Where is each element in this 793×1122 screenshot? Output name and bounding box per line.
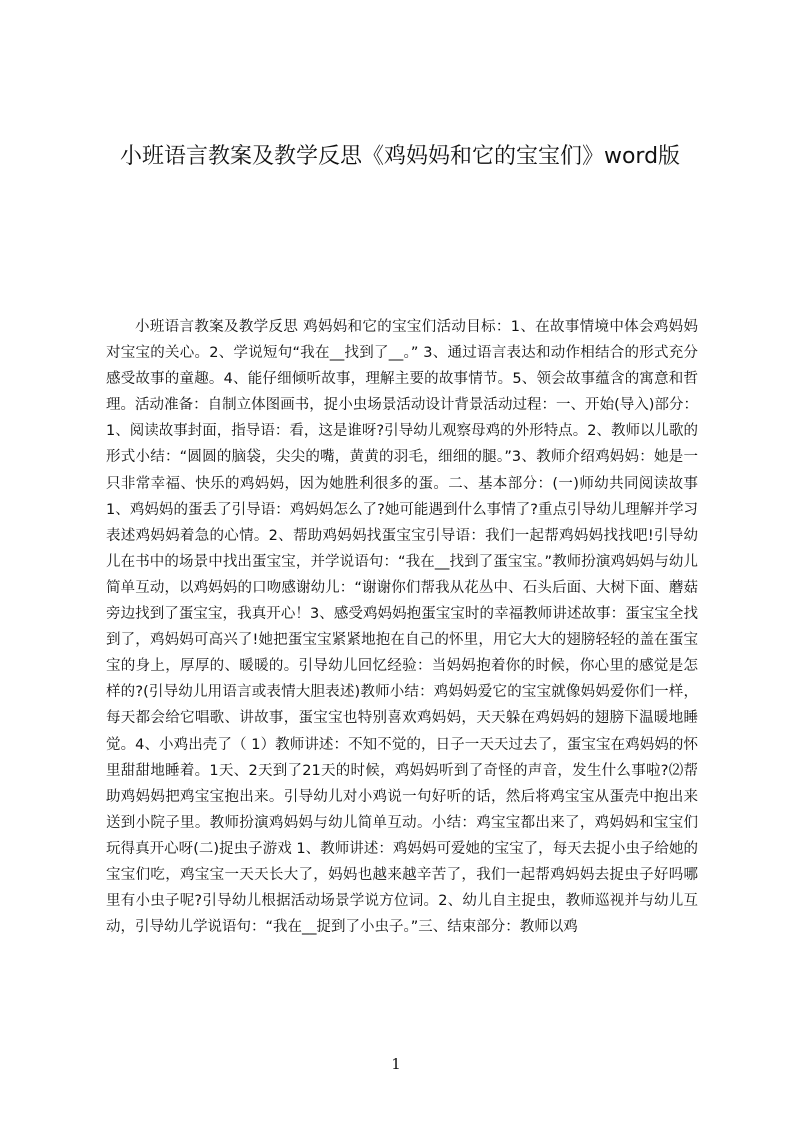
document-title: 小班语言教案及教学反思《鸡妈妈和它的宝宝们》word版 [119, 144, 681, 169]
page-number: 1 [391, 1055, 401, 1073]
document-body-paragraph: 小班语言教案及教学反思 鸡妈妈和它的宝宝们活动目标：1、在故事情境中体会鸡妈妈对宝宝的关心。2、学说短句“我在__找到了__。” 3、通过语言表达和动作相结合的形式充分感受故事的童趣。4、能仔细倾听故事，理解主要的故事情节。5、领会故事蕴含的寓意和哲理。活动准备：自制立体图画书，捉小虫场景活动设计背景活动过程：一、开始(导入)部分：1、阅读故事封面，指导语：看，这是谁呀?引导幼儿观察母鸡的外形特点。2、教师以儿歌的形式小结：“圆圆的脑袋，尖尖的嘴，黄黄的羽毛，细细的腿。”3、教师介绍鸡妈妈：她是一只非常幸福、快乐的鸡妈妈，因为她胜利很多的蛋。二、基本部分：(一)师幼共同阅读故事 1、鸡妈妈的蛋丢了引导语：鸡妈妈怎么了?她可能遇到什么事情了?重点引导幼儿理解并学习表述鸡妈妈着急的心情。2、帮助鸡妈妈找蛋宝宝引导语：我们一起帮鸡妈妈找找吧!引导幼儿在书中的场景中找出蛋宝宝，并学说语句：“我在__找到了蛋宝宝。”教师扮演鸡妈妈与幼儿简单互动，以鸡妈妈的口吻感谢幼儿：“谢谢你们帮我从花丛中、石头后面、大树下面、蘑菇旁边找到了蛋宝宝，我真开心！3、感受鸡妈妈抱蛋宝宝时的幸福教师讲述故事：蛋宝宝全找到了，鸡妈妈可高兴了!她把蛋宝宝紧紧地抱在自己的怀里，用它大大的翅膀轻轻的盖在蛋宝宝的身上，厚厚的、暖暖的。引导幼儿回忆经验：当妈妈抱着你的时候，你心里的感觉是怎样的?(引导幼儿用语言或表情大胆表述)教师小结：鸡妈妈爱它的宝宝就像妈妈爱你们一样，每天都会给它唱歌、讲故事，蛋宝宝也特别喜欢鸡妈妈，天天躲在鸡妈妈的翅膀下温暖地睡觉。4、小鸡出壳了（ 1）教师讲述：不知不觉的，日子一天天过去了，蛋宝宝在鸡妈妈的怀里甜甜地睡着。1天、2天到了21天的时候，鸡妈妈听到了奇怪的声音，发生什么事啦?⑵帮助鸡妈妈把鸡宝宝抱出来。引导幼儿对小鸡说一句好听的话，然后将鸡宝宝从蛋壳中抱出来送到小院子里。教师扮演鸡妈妈与幼儿简单互动。小结：鸡宝宝都出来了，鸡妈妈和宝宝们玩得真开心呀(二)捉虫子游戏 1、教师讲述：鸡妈妈可爱她的宝宝了，每天去捉小虫子给她的宝宝们吃，鸡宝宝一天天长大了，妈妈也越来越辛苦了，我们一起帮鸡妈妈去捉虫子好吗哪里有小虫子呢?引导幼儿根据活动场景学说方位词。2、幼儿自主捉虫，教师巡视并与幼儿互动，引导幼儿学说语句：“我在__捉到了小虫子。”三、结束部分：教师以鸡 [106, 319, 698, 936]
